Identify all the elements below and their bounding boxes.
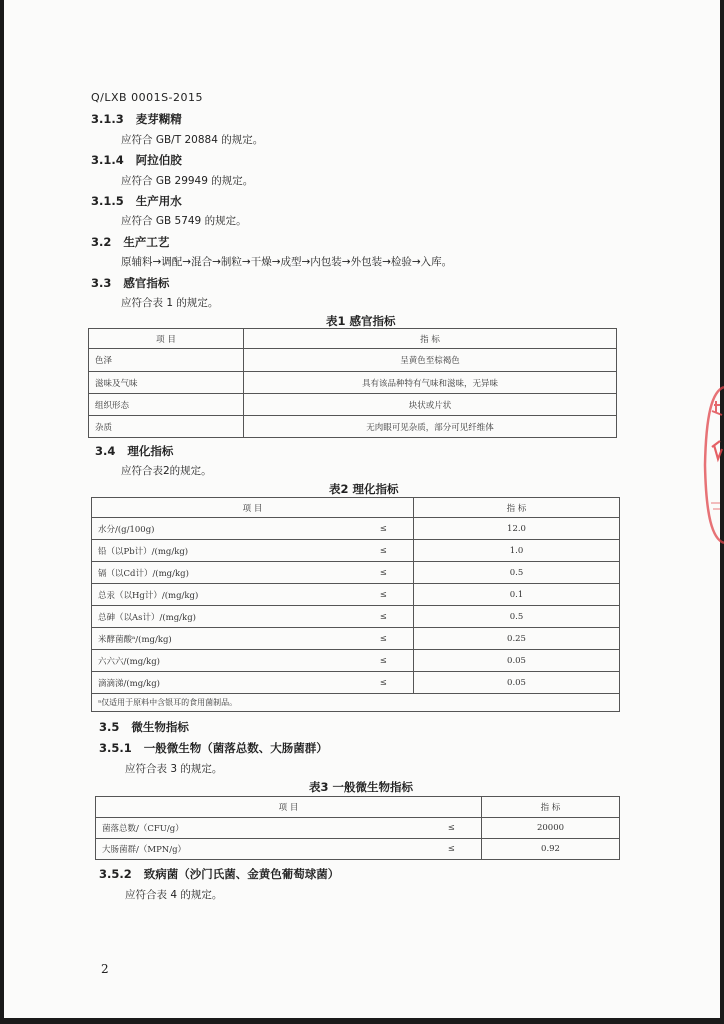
section-number: 3.5 [99, 720, 120, 734]
item-cell: 铅（以Pb计）/(mg/kg) [92, 540, 354, 562]
section-3-3-heading [91, 275, 169, 291]
section-3-5-2-heading [99, 866, 339, 882]
operator-cell: ≤ [354, 518, 414, 540]
item-cell: 水分/(g/100g) [92, 518, 354, 540]
section-title: 生产工艺 [123, 235, 170, 249]
document-page [4, 0, 720, 1018]
value-cell: 0.5 [414, 562, 620, 584]
section-title: 生产用水 [135, 194, 182, 208]
value-cell: 0.92 [482, 839, 620, 860]
value-cell: 12.0 [414, 518, 620, 540]
section-number: 3.4 [95, 444, 116, 458]
section-3-3-text: 应符合表 1 的规定。 [121, 297, 219, 309]
item-cell: 杂质 [89, 416, 244, 438]
section-number: 3.5.1 [99, 741, 132, 755]
item-cell: 菌落总数/（CFU/g） [96, 818, 422, 839]
item-cell: 滋味及气味 [89, 372, 244, 394]
operator-cell: ≤ [354, 628, 414, 650]
section-number: 3.1.4 [91, 153, 124, 167]
section-3-4-heading [95, 443, 173, 459]
section-number: 3.1.3 [91, 112, 124, 126]
value-cell: 块状或片状 [244, 394, 617, 416]
table-2-physicochemical [91, 497, 620, 712]
section-number: 3.2 [91, 235, 112, 249]
item-cell: 滴滴涕/(mg/kg) [92, 672, 354, 694]
section-title: 一般微生物（菌落总数、大肠菌群） [143, 741, 328, 755]
section-number: 3.5.2 [99, 867, 132, 881]
value-cell: 具有该品种特有气味和滋味，无异味 [244, 372, 617, 394]
page-number: 2 [101, 962, 109, 976]
table-row [89, 349, 617, 372]
item-cell: 镉（以Cd计）/(mg/kg) [92, 562, 354, 584]
red-seal-stamp [702, 385, 724, 545]
value-cell: 20000 [482, 818, 620, 839]
item-cell: 大肠菌群/（MPN/g） [96, 839, 422, 860]
table-row [89, 416, 617, 438]
operator-cell: ≤ [354, 562, 414, 584]
table-row [96, 818, 620, 839]
header-cell: 项 目 [89, 329, 244, 349]
section-3-5-1-text: 应符合表 3 的规定。 [125, 763, 223, 775]
item-cell: 色泽 [89, 349, 244, 372]
section-title: 理化指标 [127, 444, 174, 458]
section-number: 3.3 [91, 276, 112, 290]
operator-cell: ≤ [354, 606, 414, 628]
table-footnote-row [92, 694, 620, 712]
section-number: 3.1.5 [91, 194, 124, 208]
table-header-row [89, 329, 617, 349]
value-cell: 呈黄色至棕褐色 [244, 349, 617, 372]
table-row [89, 394, 617, 416]
operator-cell: ≤ [354, 672, 414, 694]
table-1-sensory [88, 328, 617, 438]
value-cell: 0.05 [414, 650, 620, 672]
operator-cell: ≤ [422, 839, 482, 860]
table-footnote: ᵃ仅适用于原料中含银耳的食用菌制品。 [92, 694, 620, 712]
table-row [92, 518, 620, 540]
value-cell: 0.25 [414, 628, 620, 650]
table-row [89, 372, 617, 394]
value-cell: 无肉眼可见杂质，部分可见纤维体 [244, 416, 617, 438]
section-3-5-1-heading [99, 740, 328, 756]
section-title: 致病菌（沙门氏菌、金黄色葡萄球菌） [143, 867, 340, 881]
header-cell: 指 标 [244, 329, 617, 349]
section-3-5-heading [99, 719, 189, 735]
table-row [92, 672, 620, 694]
table-row [92, 628, 620, 650]
header-cell: 项 目 [96, 797, 482, 818]
table-row [92, 540, 620, 562]
item-cell: 总汞（以Hg计）/(mg/kg) [92, 584, 354, 606]
operator-cell: ≤ [354, 650, 414, 672]
item-cell: 六六六/(mg/kg) [92, 650, 354, 672]
header-cell: 指 标 [414, 498, 620, 518]
section-3-2-heading [91, 234, 169, 250]
section-3-1-5-heading [91, 193, 182, 209]
value-cell: 1.0 [414, 540, 620, 562]
section-3-2-text: 原辅料→调配→混合→制粒→干燥→成型→内包装→外包装→检验→入库。 [121, 256, 453, 268]
table-3-microbial [95, 796, 620, 860]
value-cell: 0.5 [414, 606, 620, 628]
section-3-1-5-text: 应符合 GB 5749 的规定。 [121, 215, 247, 227]
operator-cell: ≤ [422, 818, 482, 839]
section-3-1-3-heading [91, 111, 182, 127]
section-title: 阿拉伯胶 [135, 153, 182, 167]
operator-cell: ≤ [354, 540, 414, 562]
section-title: 麦芽糊精 [135, 112, 182, 126]
header-cell: 项 目 [92, 498, 414, 518]
table-1-title: 表1 感官指标 [326, 314, 396, 328]
value-cell: 0.1 [414, 584, 620, 606]
section-3-4-text: 应符合表2的规定。 [121, 465, 212, 477]
table-header-row [92, 498, 620, 518]
section-3-1-4-heading [91, 152, 182, 168]
table-row [92, 650, 620, 672]
table-header-row [96, 797, 620, 818]
table-row [96, 839, 620, 860]
section-3-1-3-text: 应符合 GB/T 20884 的规定。 [121, 134, 264, 146]
table-row [92, 606, 620, 628]
section-3-5-2-text: 应符合表 4 的规定。 [125, 889, 223, 901]
item-cell: 米酵菌酸ᵃ/(mg/kg) [92, 628, 354, 650]
table-2-title: 表2 理化指标 [329, 482, 399, 496]
item-cell: 组织形态 [89, 394, 244, 416]
section-3-1-4-text: 应符合 GB 29949 的规定。 [121, 175, 254, 187]
document-code: Q/LXB 0001S-2015 [91, 91, 204, 104]
table-3-title: 表3 一般微生物指标 [309, 780, 414, 794]
section-title: 微生物指标 [131, 720, 189, 734]
operator-cell: ≤ [354, 584, 414, 606]
header-cell: 指 标 [482, 797, 620, 818]
item-cell: 总砷（以As计）/(mg/kg) [92, 606, 354, 628]
section-title: 感官指标 [123, 276, 170, 290]
value-cell: 0.05 [414, 672, 620, 694]
table-row [92, 562, 620, 584]
table-row [92, 584, 620, 606]
